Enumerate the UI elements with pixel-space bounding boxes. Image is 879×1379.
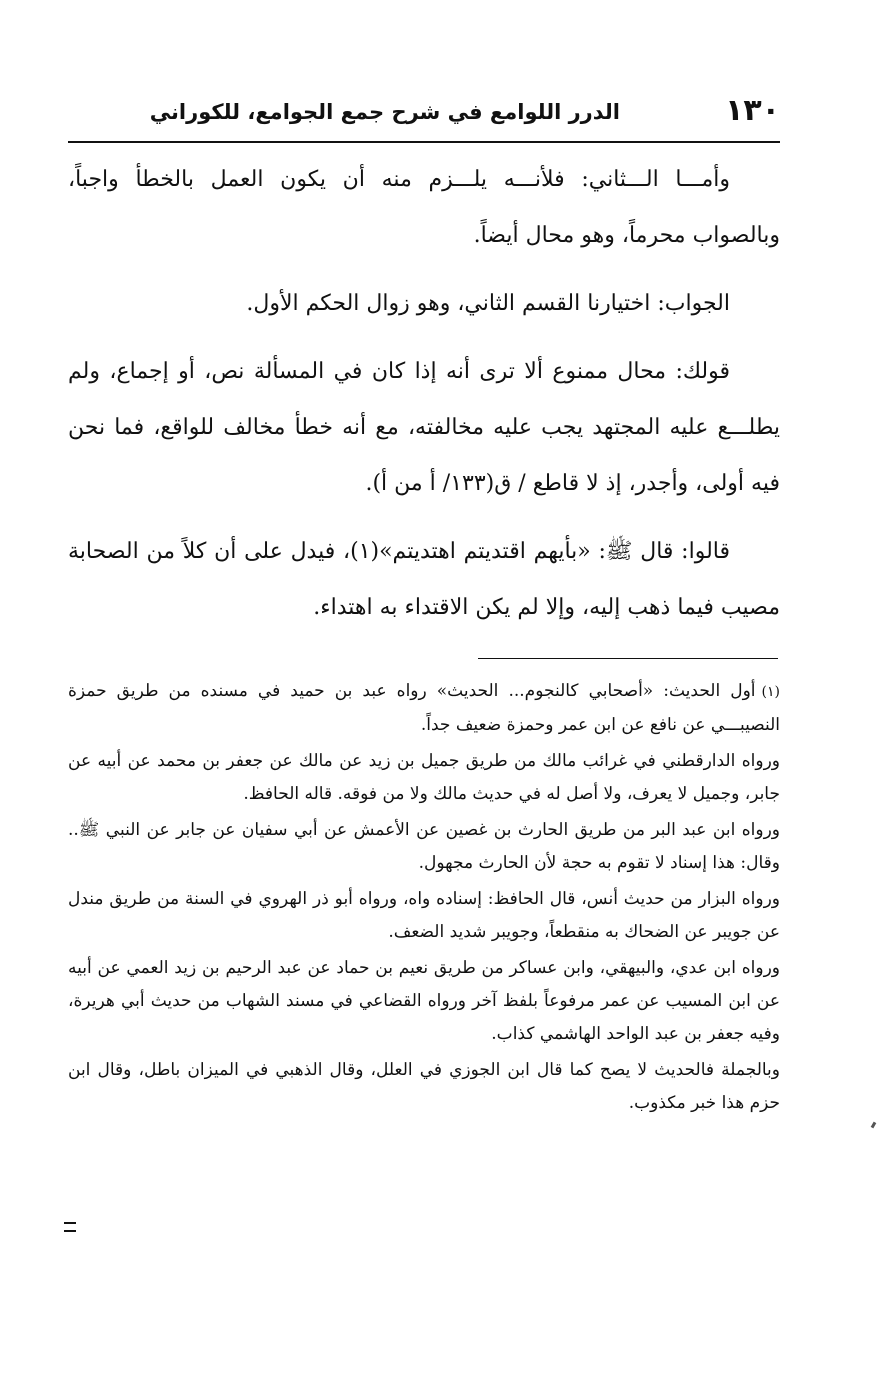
main-paragraph: قولك: محال ممنوع ألا ترى أنه إذا كان في المسألة نص، أو إجماع، ولم يطلـــع عليه المجتهد يجب عليه مخالفته، مع أنه خطأ مخالف للواقع، فما نحن فيه أولى، وأجدر، إذ لا قاطع / ق(١٣٣/ أ من أ). [68, 359, 780, 496]
page-header [68, 92, 780, 136]
footnote-first-paragraph [68, 675, 780, 742]
footnote-text: أول الحديث: «أصحابي كالنجوم... الحديث» رواه عبد بن حميد في مسنده من طريق حمزة النصيبـــي عن نافع عن ابن عمر وحمزة ضعيف جداً. [68, 681, 780, 735]
main-paragraph: الجواب: اختيارنا القسم الثاني، وهو زوال الحكم الأول. [246, 291, 730, 316]
footnote-marker: (١) [761, 684, 780, 700]
footnote-paragraph: ورواه البزار من حديث أنس، قال الحافظ: إسناده واه، ورواه أبو ذر الهروي في السنة من طريق مندل عن جويبر عن الضحاك به منقطعاً، وجويبر شديد الضعف. [68, 889, 780, 942]
footnote-paragraph: ورواه ابن عدي، والبيهقي، وابن عساكر من طريق نعيم بن حماد عن عبد الرحيم بن زيد العمي عن أبيه عن ابن المسيب عن عمر مرفوعاً بلفظ آخر ورواه القضاعي في مسند الشهاب من حديث أبي هريرة، وفيه جعفر بن عبد الواحد الهاشمي كذاب. [68, 958, 780, 1044]
main-paragraph: وأمـــا الـــثاني: فلأنـــه يلـــزم منه أن يكون العمل بالخطأ واجباً، وبالصواب محرماً، وهو محال أيضاً. [68, 167, 780, 248]
continuation-mark [64, 1222, 76, 1232]
margin-mark [871, 1122, 877, 1129]
footnote-paragraph: ورواه ابن عبد البر من طريق الحارث بن غصين عن الأعمش عن أبي سفيان عن جابر عن النبي ﷺ.. وقال: هذا إسناد لا تقوم به حجة لأن الحارث مجهول. [68, 820, 780, 873]
footnote-separator [478, 658, 778, 659]
main-paragraph: قالوا: قال ﷺ: «بأيهم اقتديتم اهتديتم»(١)، فيدل على أن كلاً من الصحابة مصيب فيما ذهب إليه، وإلا لم يكن الاقتداء به اهتداء. [68, 539, 780, 620]
main-body [68, 152, 780, 648]
running-title: الدرر اللوامع في شرح جمع الجوامع، للكوراني [149, 100, 620, 124]
footnote-paragraph: ورواه الدارقطني في غرائب مالك من طريق جميل بن زيد عن مالك عن جعفر بن محمد عن أبيه عن جابر، وجميل لا يعرف، ولا أصل له في حديث مالك ولا من فوقه. قاله الحافظ. [68, 751, 780, 804]
footnote-paragraph: وبالجملة فالحديث لا يصح كما قال ابن الجوزي في العلل، وقال الذهبي في الميزان باطل، وقال ابن حزم هذا خبر مكذوب. [68, 1060, 780, 1113]
header-rule [68, 141, 780, 143]
page-number: ١٣٠ [725, 93, 780, 128]
footnotes [68, 675, 780, 1123]
